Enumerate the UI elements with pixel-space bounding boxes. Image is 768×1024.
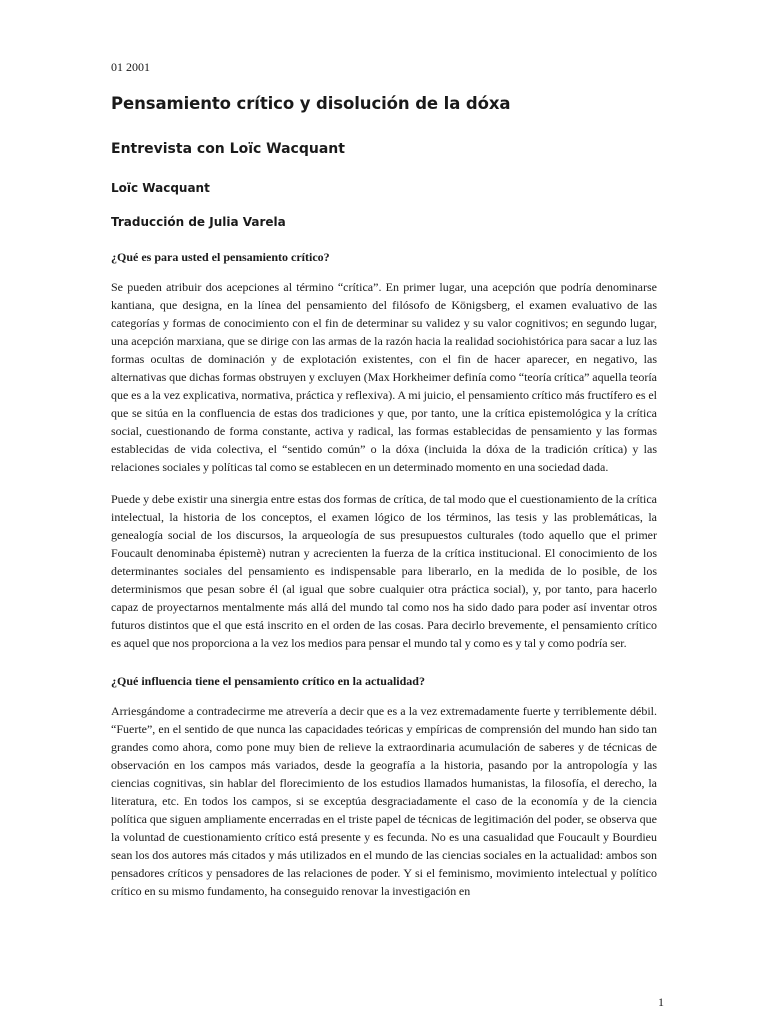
answer-paragraph: Arriesgándome a contradecirme me atrevería a decir que es a la vez extremadamente fuerte y terriblemente débil. “Fuerte”, en el sentido de que nunca las capacidades teóricas y empíricas de comprensión del mundo han sido tan grandes como ahora, como pone muy bien de relieve la extraordinaria acumulación de saberes y de técnicas de observación en los campos más variados, desde la geografía a la historia, pasando por la antropología y las ciencias cognitivas, sin hablar del florecimiento de los estudios llamados humanistas, la filosofía, el derecho, la literatura, etc. En todos los campos, si se exceptúa desgraciadamente el caso de la economía y de la ciencia política que siguen ampliamente encerradas en el triste papel de técnicas de legitimación del poder, se observa que la voluntad de cuestionamiento crítico está presente y es fecunda. No es una casualidad que Foucault y Bourdieu sean los dos autores más citados y más utilizados en el mundo de las ciencias sociales en la actualidad: ambos son pensadores críticos y pensadores de las relaciones de poder. Y si el feminismo, movimiento intelectual y político crítico en su mismo fundamento, ha conseguido renovar la investigación en — [111, 704, 657, 898]
document-subtitle: Entrevista con Loïc Wacquant — [111, 141, 345, 157]
document-code: 01 2001 — [111, 60, 150, 74]
document-title: Pensamiento crítico y disolución de la dóxa — [111, 94, 511, 113]
author-name: Loïc Wacquant — [111, 181, 210, 195]
section-2 — [111, 672, 657, 900]
section-1 — [111, 248, 657, 652]
interview-question: ¿Qué influencia tiene el pensamiento crítico en la actualidad? — [111, 674, 425, 688]
page-number: 1 — [658, 995, 664, 1009]
translation-credit: Traducción de Julia Varela — [111, 215, 286, 229]
interview-question: ¿Qué es para usted el pensamiento crítico? — [111, 250, 330, 264]
answer-paragraph: Puede y debe existir una sinergia entre estas dos formas de crítica, de tal modo que el cuestionamiento de la crítica intelectual, la historia de los conceptos, el examen lógico de los términos, las tesis y las problemáticas, la genealogía social de los discursos, la arqueología de sus presupuestos culturales (todo aquello que el primer Foucault denominaba épistemè) nutran y acrecienten la fuerza de la crítica institucional. El conocimiento de los determinantes sociales del pensamiento es indispensable para liberarlo, en la medida de lo posible, de los determinismos que pesan sobre él (al igual que sobre cualquier otra práctica social), y, por tanto, para hacerlo capaz de proyectarnos mentalmente más allá del mundo tal como nos ha sido dado para poder así inventar otros futuros distintos que el que está inscrito en el orden de las cosas. Para decirlo brevemente, el pensamiento crítico es aquel que nos proporciona a la vez los medios para pensar el mundo tal y como es y tal y como podría ser. — [111, 492, 657, 650]
document-page — [111, 60, 657, 914]
answer-paragraph: Se pueden atribuir dos acepciones al término “crítica”. En primer lugar, una acepción que podría denominarse kantiana, que designa, en la línea del pensamiento del filósofo de Königsberg, el examen evaluativo de las categorías y formas de conocimiento con el fin de determinar su validez y su valor cognitivos; en segundo lugar, una acepción marxiana, que se dirige con las armas de la razón hacia la realidad sociohistórica para sacar a luz las formas ocultas de dominación y de explotación existentes, con el fin de hacer aparecer, en negativo, las alternativas que dichas formas obstruyen y excluyen (Max Horkheimer definía como “teoría crítica” aquella teoría que es a la vez explicativa, normativa, práctica y reflexiva). A mi juicio, el pensamiento crítico más fructífero es el que se sitúa en la confluencia de estas dos tradiciones y que, por tanto, une la crítica epistemológica y la crítica social, cuestionando de forma constante, activa y radical, las formas establecidas de pensamiento y las formas establecidas de vida colectiva, el “sentido común” o la dóxa (incluida la dóxa de la tradición crítica) y las relaciones sociales y políticas tal como se establecen en un determinado momento en una sociedad dada. — [111, 280, 657, 474]
